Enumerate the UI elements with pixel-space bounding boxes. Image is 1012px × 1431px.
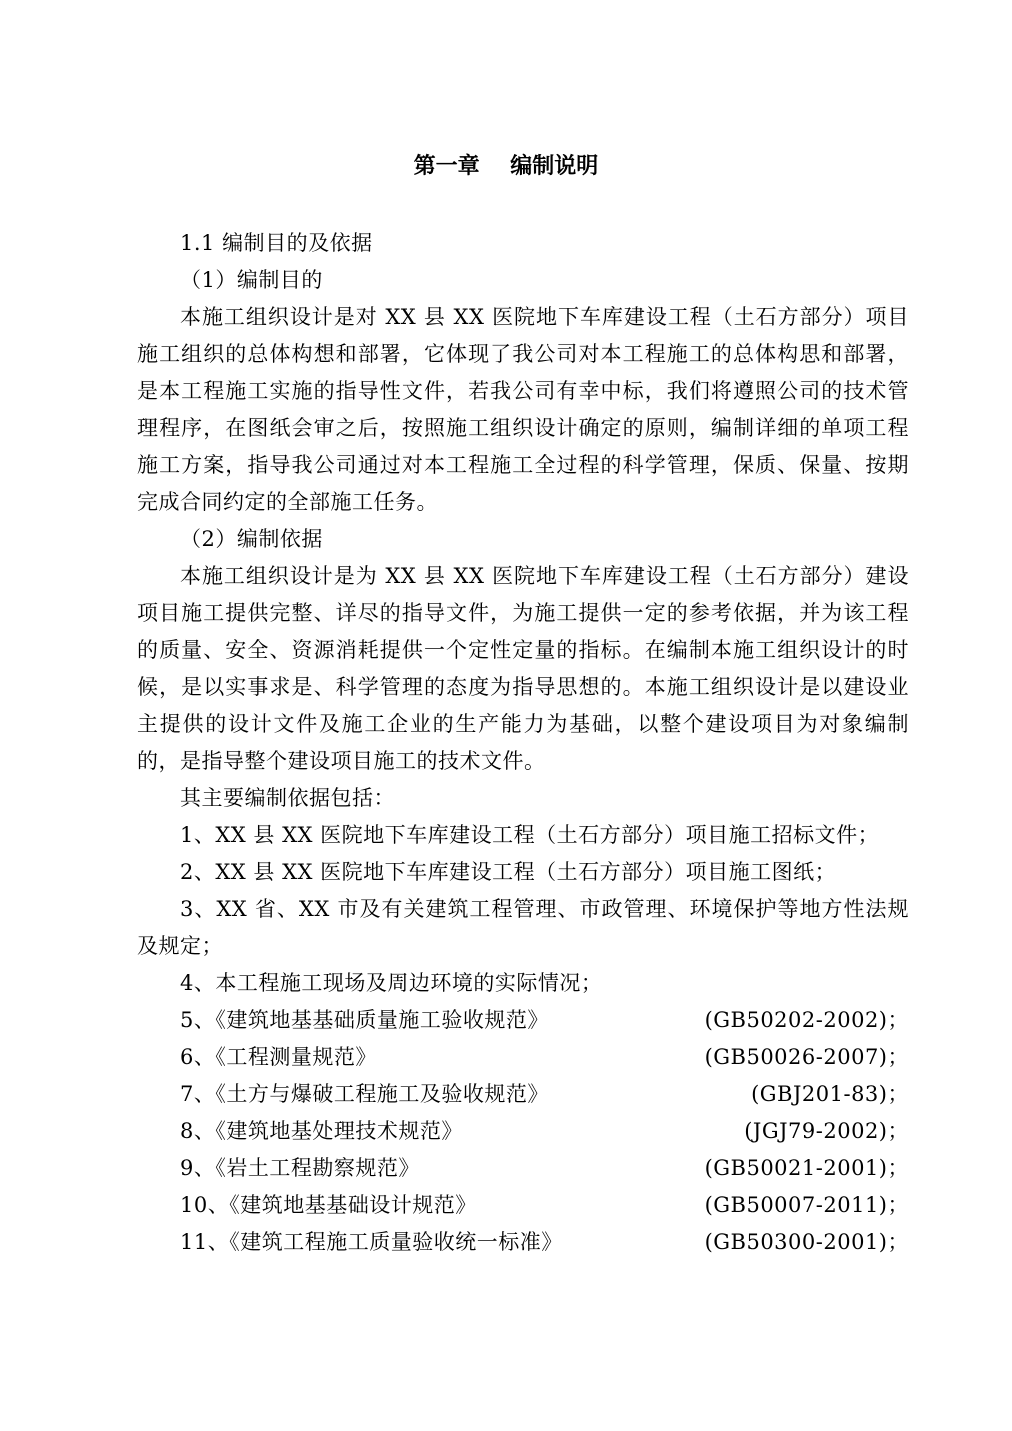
basis-item: 3、XX 省、XX 市及有关建筑工程管理、市政管理、环境保护等地方性法规及规定； — [137, 897, 909, 958]
basis-item: 1、XX 县 XX 医院地下车库建设工程（土石方部分）项目施工招标文件； — [180, 823, 880, 847]
standard-title: 11、《建筑工程施工质量验收统一标准》 — [180, 1230, 563, 1254]
standard-title: 10、《建筑地基基础设计规范》 — [180, 1193, 477, 1217]
paragraph-purpose: 本施工组织设计是对 XX 县 XX 医院地下车库建设工程（土石方部分）项目施工组织的总体构想和部署，它体现了我公司对本工程施工的总体构思和部署，是本工程施工实施的指导性文件，若我公司有幸中标，我们将遵照公司的技术管理程序，在图纸会审之后，按照施工组织设计确定的原则，编制详细的单项工程施工方案，指导我公司通过对本工程施工全过程的科学管理，保质、保量、按期完成合同约定的全部施工任务。 — [137, 305, 909, 514]
standard-code: (GBJ201-83)； — [751, 1082, 909, 1106]
standard-item — [137, 1150, 909, 1187]
subsection-heading-basis: （2）编制依据 — [180, 527, 323, 551]
standards-list — [137, 1002, 909, 1261]
standard-code: (GB50021-2001)； — [704, 1156, 909, 1180]
standard-title: 5、《建筑地基基础质量施工验收规范》 — [180, 1008, 549, 1032]
standard-title: 8、《建筑地基处理技术规范》 — [180, 1119, 463, 1143]
chapter-title: 第一章 编制说明 — [413, 153, 599, 179]
standard-item — [137, 1039, 909, 1076]
standard-code: (GB50300-2001)； — [704, 1230, 909, 1254]
standard-title: 6、《工程测量规范》 — [180, 1045, 377, 1069]
document-body — [137, 225, 909, 1261]
subsection-heading-purpose: （1）编制目的 — [180, 268, 323, 292]
standard-item — [137, 1187, 909, 1224]
standard-code: (GB50007-2011)； — [704, 1193, 909, 1217]
standard-code: (JGJ79-2002)； — [744, 1119, 909, 1143]
standard-item — [137, 1224, 909, 1261]
standard-title: 9、《岩土工程勘察规范》 — [180, 1156, 420, 1180]
standard-item — [137, 1002, 909, 1039]
basis-item: 2、XX 县 XX 医院地下车库建设工程（土石方部分）项目施工图纸； — [180, 860, 837, 884]
standard-item — [137, 1113, 909, 1150]
paragraph-basis: 本施工组织设计是为 XX 县 XX 医院地下车库建设工程（土石方部分）建设项目施工提供完整、详尽的指导文件，为施工提供一定的参考依据，并为该工程的质量、安全、资源消耗提供一个定性定量的指标。在编制本施工组织设计的时候，是以实事求是、科学管理的态度为指导思想的。本施工组织设计是以建设业主提供的设计文件及施工企业的生产能力为基础，以整个建设项目为对象编制的，是指导整个建设项目施工的技术文件。 — [137, 564, 909, 773]
basis-intro: 其主要编制依据包括： — [180, 786, 395, 810]
standard-code: (GB50026-2007)； — [704, 1045, 909, 1069]
standard-code: (GB50202-2002)； — [704, 1008, 909, 1032]
standard-title: 7、《土方与爆破工程施工及验收规范》 — [180, 1082, 549, 1106]
standard-item — [137, 1076, 909, 1113]
basis-item: 4、本工程施工现场及周边环境的实际情况； — [180, 971, 603, 995]
section-heading: 1.1 编制目的及依据 — [180, 231, 373, 255]
